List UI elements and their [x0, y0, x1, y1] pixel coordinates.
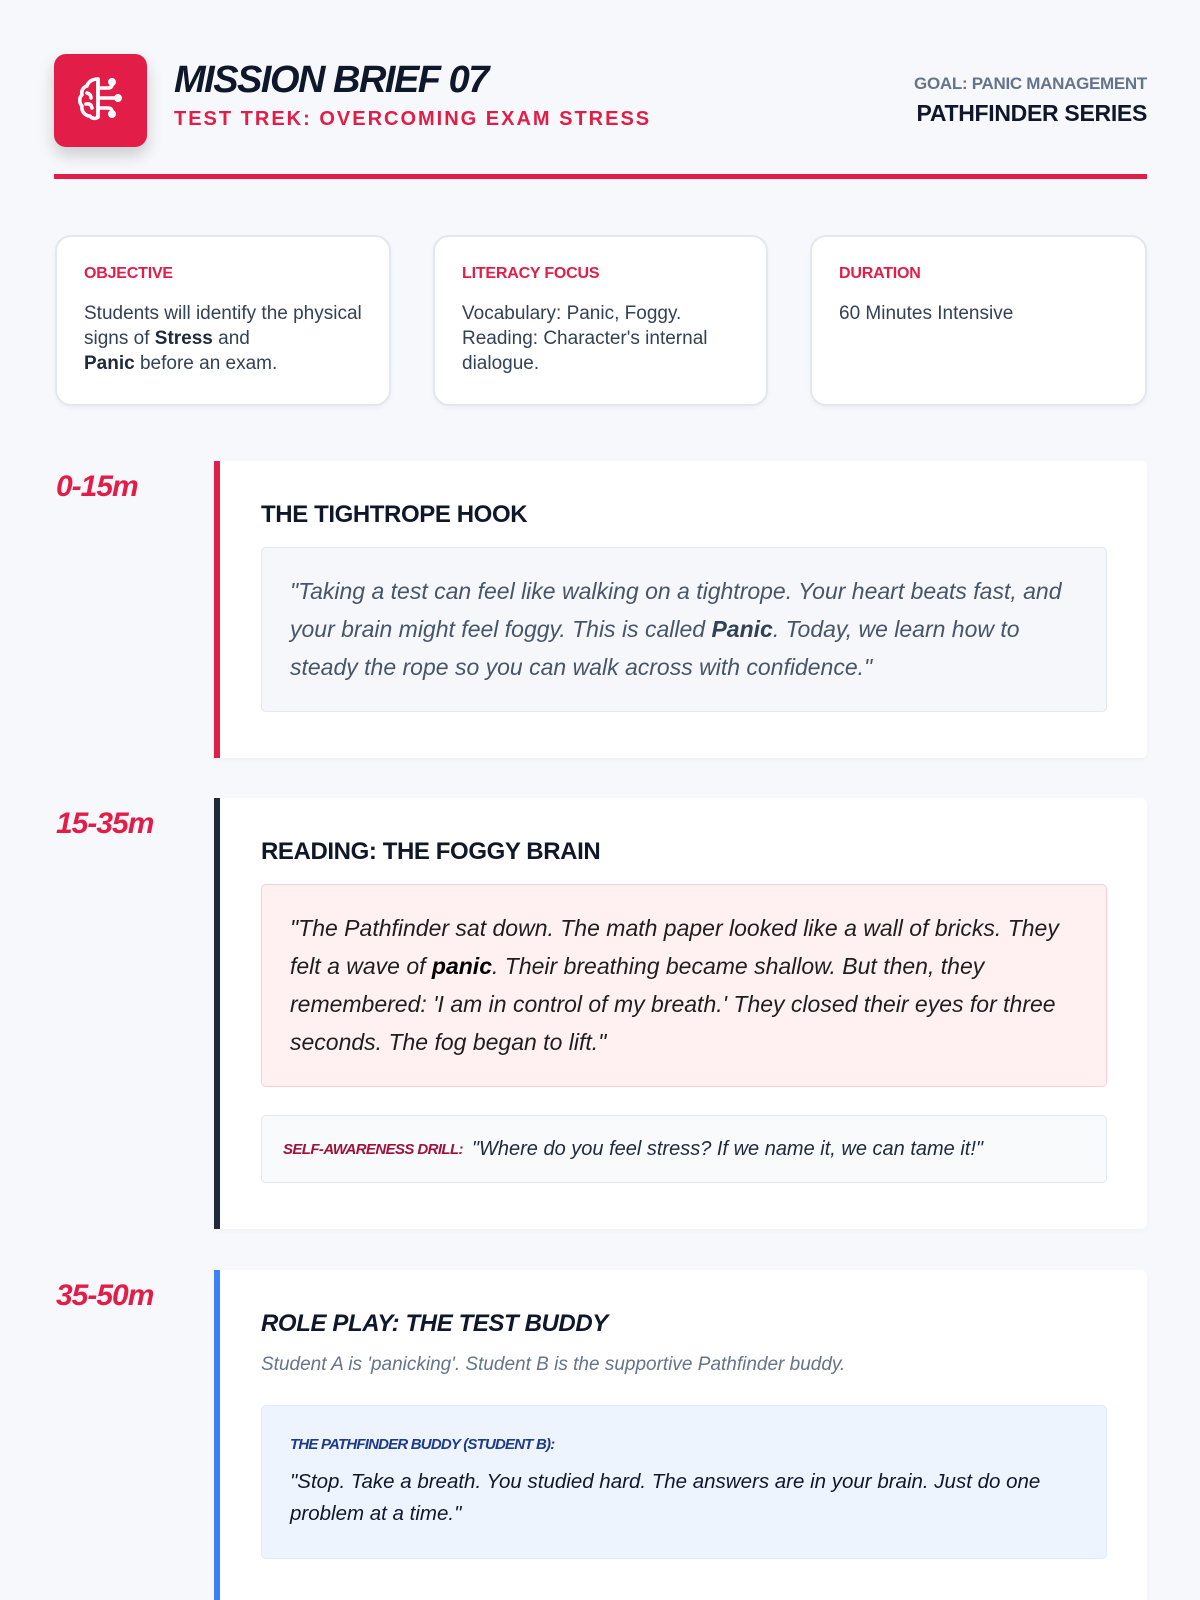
section-title: THE TIGHTROPE HOOK	[261, 501, 528, 528]
section-accent-bar	[214, 1270, 220, 1600]
literacy-reading: Reading: Character's internal dialogue.	[462, 328, 708, 374]
goal-label: GOAL: PANIC MANAGEMENT	[914, 74, 1147, 93]
objective-card	[55, 235, 391, 406]
time-label-hook: 0-15m	[56, 470, 138, 503]
series-label: PATHFINDER SERIES	[916, 100, 1147, 126]
self-awareness-drill	[261, 1115, 1107, 1183]
objective-text: Students will identify the physical signs of Stress and Panic before an exam.	[84, 303, 362, 374]
duration-card	[810, 235, 1147, 406]
header	[54, 54, 1147, 180]
literacy-label: LITERACY FOCUS	[462, 265, 600, 282]
duration-text: 60 Minutes Intensive	[839, 303, 1014, 324]
roleplay-description: Student A is 'panicking'. Student B is the supportive Pathfinder buddy.	[261, 1354, 846, 1375]
buddy-text: "Stop. Take a breath. You studied hard. The answers are in your brain. Just do one problem at a time."	[290, 1470, 1041, 1525]
page-title: MISSION BRIEF 07	[174, 59, 488, 101]
brain-icon	[76, 73, 126, 128]
drill-label: SELF-AWARENESS DRILL:	[283, 1140, 463, 1158]
section-accent-bar	[214, 798, 220, 1229]
hook-quote: "Taking a test can feel like walking on a tightrope. Your heart beats fast, and your brain might feel foggy. This is called Panic. Today, we learn how to steady the rope so you can walk across with confidence."	[261, 547, 1107, 712]
header-divider	[54, 174, 1147, 179]
time-label-reading: 15-35m	[56, 807, 154, 840]
buddy-script	[261, 1405, 1107, 1559]
duration-label: DURATION	[839, 265, 921, 282]
section-roleplay	[214, 1270, 1147, 1600]
page-subtitle: TEST TREK: OVERCOMING EXAM STRESS	[174, 107, 652, 130]
section-hook	[214, 461, 1147, 758]
literacy-text	[462, 301, 740, 376]
buddy-label: THE PATHFINDER BUDDY (STUDENT B):	[290, 1436, 555, 1453]
literacy-card	[433, 235, 768, 406]
section-reading	[214, 798, 1147, 1229]
literacy-vocabulary: Vocabulary: Panic, Foggy.	[462, 303, 682, 324]
logo	[54, 54, 147, 147]
reading-passage: "The Pathfinder sat down. The math paper looked like a wall of bricks. They felt a wave of panic. Their breathing became shallow. But then, they remembered: 'I am in control of my breath.' They closed their eyes for three seconds. The fog began to lift."	[261, 884, 1107, 1087]
drill-text: "Where do you feel stress? If we name it, we can tame it!"	[471, 1137, 983, 1160]
section-accent-bar	[214, 461, 220, 758]
time-label-roleplay: 35-50m	[56, 1279, 154, 1312]
section-title: READING: THE FOGGY BRAIN	[261, 838, 601, 865]
objective-label: OBJECTIVE	[84, 265, 173, 282]
section-title: ROLE PLAY: THE TEST BUDDY	[261, 1310, 608, 1337]
